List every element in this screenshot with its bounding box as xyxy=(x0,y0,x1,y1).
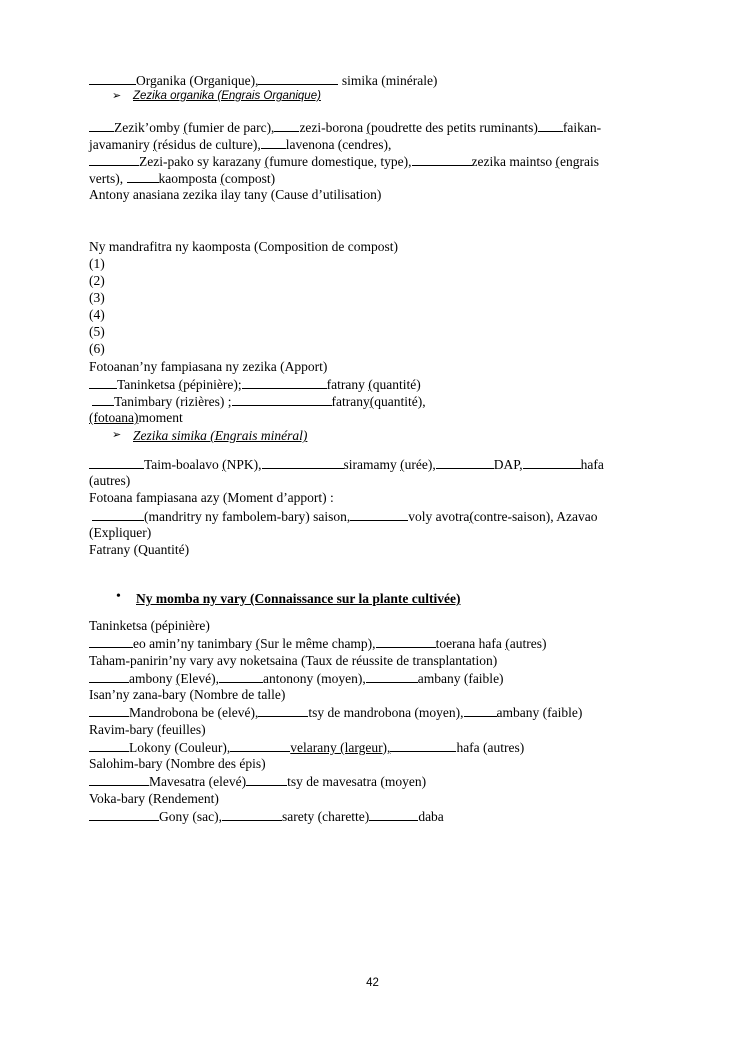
plant-line-12 xyxy=(89,807,444,825)
plant-nursery-heading: Taninketsa (pépinière) xyxy=(89,618,210,633)
organic-line-2 xyxy=(89,135,391,153)
text-segment: ( xyxy=(222,457,227,472)
text-segment: fatrany xyxy=(331,394,370,409)
text-segment: compost) xyxy=(224,171,276,186)
text-segment: Gony (sac), xyxy=(159,809,222,824)
text-segment: ambany (faible) xyxy=(417,671,504,686)
text-segment: Mavesatra (elevé) xyxy=(149,774,247,789)
text-segment: fumure domestique, type), xyxy=(269,154,412,169)
text-segment: ambany (faible) xyxy=(496,705,583,720)
organic-line-4 xyxy=(89,169,275,187)
text-segment: javamaniry xyxy=(89,137,154,152)
text-segment: pépinière); xyxy=(183,377,242,392)
text-segment: zezi-borona xyxy=(299,120,367,135)
text-segment: Sur le même champ), xyxy=(260,636,376,651)
text-segment: ( xyxy=(555,154,560,169)
text-segment: antonony (moyen), xyxy=(262,671,366,686)
plant-line-2 xyxy=(89,634,547,652)
text-segment: engrais xyxy=(560,154,599,169)
text-segment: fatrany xyxy=(326,377,369,392)
text-segment: voly avotra xyxy=(408,509,470,524)
text-segment: Taninketsa xyxy=(117,377,179,392)
text-segment: quantité) xyxy=(372,377,421,392)
mineral-quantity-line: Fatrany (Quantité) xyxy=(89,542,190,557)
apport-line-2 xyxy=(92,392,426,410)
text-segment: Lokony (Couleur), xyxy=(129,740,231,755)
text-segment: Tanimbary (rizières) ; xyxy=(114,394,232,409)
organika-label: Organika (Organique), xyxy=(136,73,259,88)
text-segment: ( xyxy=(183,120,188,135)
plant-line-8 xyxy=(89,738,524,756)
text-segment: ambony xyxy=(129,671,176,686)
text-segment: zezika maintso xyxy=(471,154,556,169)
text-segment: ( xyxy=(505,636,510,651)
plant-transplant-heading: Taham-panirin’ny vary avy noketsaina (Taux de réussite de transplantation) xyxy=(89,653,498,668)
intro-line xyxy=(89,71,437,89)
text-segment: (mandritry ny fambolem-bary) xyxy=(144,509,314,524)
page-number: 42 xyxy=(366,977,379,989)
text-segment: ( xyxy=(369,394,375,409)
arrow-bullet-icon: ➢ xyxy=(112,90,122,102)
text-segment: résidus de culture), xyxy=(157,137,261,152)
text-segment: tsy de mavesatra (moyen) xyxy=(287,774,427,789)
plant-yield-heading: Voka-bary (Rendement) xyxy=(89,791,219,806)
plant-line-4 xyxy=(89,669,504,687)
text-segment: DAP, xyxy=(493,457,523,472)
section-plant-heading: Ny momba ny vary (Connaissance sur la plante cultivée) xyxy=(136,591,461,606)
text-segment: ( xyxy=(366,120,372,135)
text-segment: Mandrobona be (elevé), xyxy=(129,705,259,720)
mineral-line-2: (autres) xyxy=(89,473,131,488)
apport-heading: Fotoanan’ny fampiasana ny zezika (Apport) xyxy=(89,359,328,374)
arrow-bullet-icon: ➢ xyxy=(112,429,122,441)
text-segment: verts), xyxy=(89,171,127,186)
apport-line-1 xyxy=(89,375,421,393)
apport-line-3 xyxy=(89,409,183,426)
text-segment: Elevé), xyxy=(180,671,219,686)
text-segment: ( xyxy=(153,137,158,152)
simika-label: simika (minérale) xyxy=(338,73,438,88)
text-segment: lavenona (cendres), xyxy=(285,137,392,152)
mineral-line-5: (Expliquer) xyxy=(89,525,152,540)
compost-item-5: (5) xyxy=(89,324,105,339)
text-segment: saison, xyxy=(313,509,351,524)
text-segment: ( xyxy=(469,509,474,524)
mineral-moment-heading: Fotoana fampiasana azy (Moment d’apport) : xyxy=(89,490,334,505)
text-segment: NPK), xyxy=(226,457,262,472)
mineral-line-1 xyxy=(89,455,604,473)
text-segment: toerana hafa xyxy=(435,636,506,651)
section-mineral-heading: Zezika simika (Engrais minéral) xyxy=(133,428,308,443)
text-segment: fumier de parc), xyxy=(187,120,275,135)
organic-line-3 xyxy=(89,152,599,170)
text-segment: ( xyxy=(175,671,181,686)
plant-talle-heading: Isan’ny zana-bary (Nombre de talle) xyxy=(89,687,286,702)
text-segment: urée), xyxy=(404,457,436,472)
text-segment: ( xyxy=(400,457,405,472)
organic-cause-line: Antony anasiana zezika ilay tany (Cause d’utilisation) xyxy=(89,187,382,202)
mineral-line-4 xyxy=(92,507,598,525)
text-segment: Zezik’omby xyxy=(114,120,184,135)
plant-leaves-heading: Ravim-bary (feuilles) xyxy=(89,722,206,737)
compost-item-4: (4) xyxy=(89,307,105,322)
text-segment: faikan- xyxy=(562,120,602,135)
text-segment: ( xyxy=(255,636,261,651)
text-segment: poudrette des petits ruminants) xyxy=(371,120,538,135)
text-segment: ( xyxy=(264,154,270,169)
text-segment: tsy de mandrobona (moyen), xyxy=(308,705,464,720)
text-segment: ( xyxy=(178,377,184,392)
text-segment: contre-saison), Azavao xyxy=(473,509,598,524)
text-segment: ( xyxy=(368,377,373,392)
text-segment: moment xyxy=(138,410,183,425)
compost-item-2: (2) xyxy=(89,273,105,288)
organic-line-1 xyxy=(89,118,601,136)
text-segment: sarety (charette) xyxy=(281,809,370,824)
plant-ears-heading: Salohim-bary (Nombre des épis) xyxy=(89,756,266,771)
plant-line-6 xyxy=(89,703,582,721)
text-segment: velarany (largeur), xyxy=(290,740,391,755)
text-segment: autres) xyxy=(509,636,547,651)
text-segment: eo amin’ny tanimbary xyxy=(133,636,256,651)
text-segment: kaomposta xyxy=(158,171,221,186)
round-bullet-icon: • xyxy=(116,589,121,604)
text-segment: siramamy xyxy=(343,457,401,472)
section-organic-heading: Zezika organika (Engrais Organique) xyxy=(133,90,321,102)
text-segment: quantité), xyxy=(374,394,426,409)
text-segment: daba xyxy=(418,809,444,824)
plant-line-10 xyxy=(89,772,426,790)
text-segment: Zezi-pako sy karazany xyxy=(139,154,265,169)
compost-heading: Ny mandrafitra ny kaomposta (Composition de compost) xyxy=(89,239,398,254)
text-segment: Taim-boalavo xyxy=(144,457,223,472)
compost-item-6: (6) xyxy=(89,341,105,356)
compost-item-3: (3) xyxy=(89,290,105,305)
text-segment: ( xyxy=(220,171,225,186)
text-segment: hafa (autres) xyxy=(456,740,525,755)
text-segment: (fotoana) xyxy=(89,410,139,425)
compost-item-1: (1) xyxy=(89,256,105,271)
text-segment: hafa xyxy=(580,457,604,472)
